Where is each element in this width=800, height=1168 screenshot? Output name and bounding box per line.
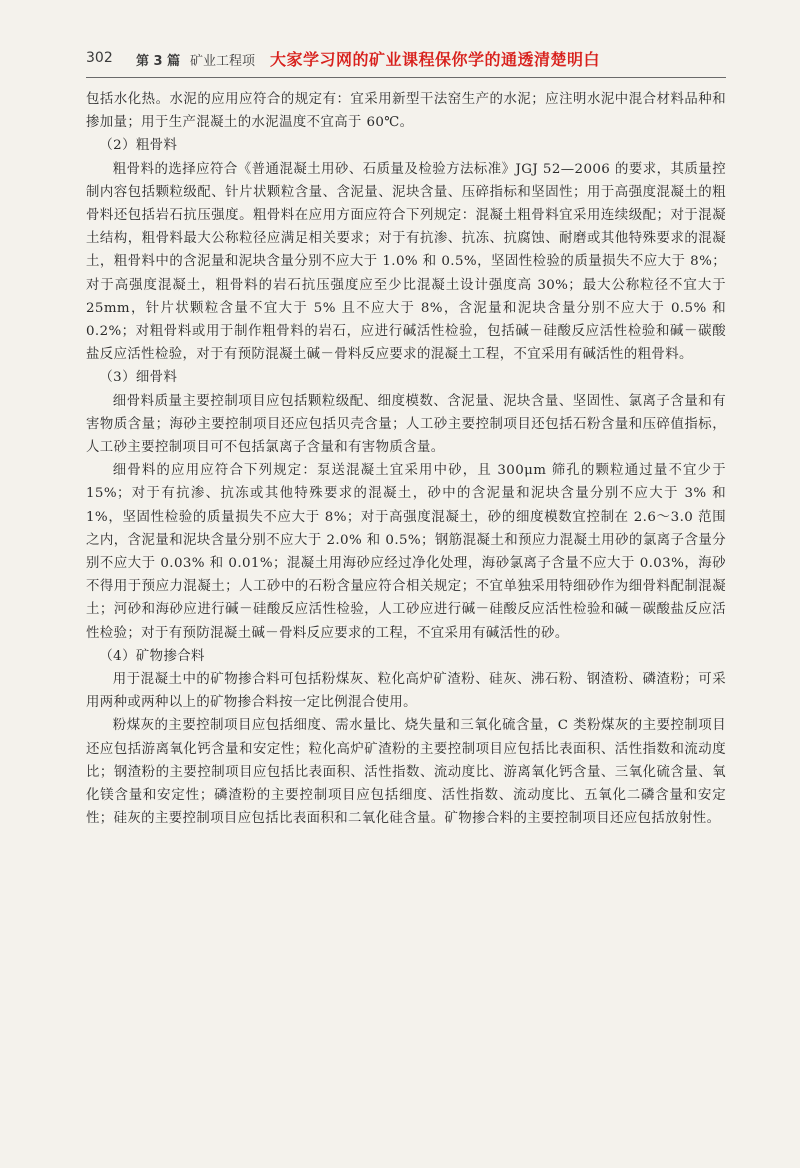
watermark-text: 大家学习网的矿业课程保你学的通透清楚明白 [270, 50, 601, 69]
paragraph-coarse-aggregate: 粗骨料的选择应符合《普通混凝土用砂、石质量及检验方法标准》JGJ 52—2006 的要求，其质量控制内容包括颗粒级配、针片状颗粒含量、含泥量、泥块含量、压碎指标和坚固性；用于高强度混凝土的粗骨料还包括岩石抗压强度。粗骨料在应用方面应符合下列规定：混凝土粗骨料宜采用连续级配；对于混凝土结构，粗骨料最大公称粒径应满足相关要求；对于有抗渗、抗冻、抗腐蚀、耐磨或其他特殊要求的混凝土，粗骨料中的含泥量和泥块含量分别不应大于 1.0% 和 0.5%，坚固性检验的质量损失不应大于 8%；对于高强度混凝土，粗骨料的岩石抗压强度应至少比混凝土设计强度高 30%；最大公称粒径不宜大于 25mm，针片状颗粒含量不宜大于 5% 且不应大于 8%，含泥量和泥块含量分别不应大于 0.5% 和 0.2%；对粗骨料或用于制作粗骨料的岩石，应进行碱活性检验，包括碱－硅酸反应活性检验和碱－碳酸盐反应活性检验，对于有预防混凝土碱－骨料反应要求的混凝土工程，不宜采用有碱活性的粗骨料。 [86, 161, 726, 363]
paragraph-fine-aggregate-application: 细骨料的应用应符合下列规定：泵送混凝土宜采用中砂，且 300μm 筛孔的颗粒通过量不宜少于 15%；对于有抗渗、抗冻或其他特殊要求的混凝土，砂中的含泥量和泥块含量分别不应大于 3% 和 1%，坚固性检验的质量损失不应大于 8%；对于高强度混凝土，砂的细度模数宜控制在 2.6～3.0 范围之内，含泥量和泥块含量分别不应大于 2.0% 和 0.5%；钢筋混凝土和预应力混凝土用砂的氯离子含量分别不应大于 0.03% 和 0.01%；混凝土用海砂应经过净化处理，海砂氯离子含量不应大于 0.03%，海砂不得用于预应力混凝土；人工砂中的石粉含量应符合相关规定；不宜单独采用特细砂作为细骨料配制混凝土；河砂和海砂应进行碱－硅酸反应活性检验，人工砂应进行碱－硅酸反应活性检验和碱－碳酸盐反应活性检验；对于有预防混凝土碱－骨料反应要求的工程，不宜采用有碱活性的砂。 [86, 463, 726, 641]
paragraph-cement-end: 包括水化热。水泥的应用应符合的规定有：宜采用新型干法窑生产的水泥；应注明水泥中混合材料品种和掺加量；用于生产混凝土的水泥温度不宜高于 60℃。 [86, 92, 726, 131]
header-divider [86, 77, 726, 78]
section-heading-mineral-admixture: （4）矿物掺合料 [99, 648, 205, 664]
chapter-title: 矿业工程项 [190, 54, 256, 69]
paragraph-fine-aggregate-quality: 细骨料质量主要控制项目应包括颗粒级配、细度模数、含泥量、泥块含量、坚固性、氯离子含量和有害物质含量；海砂主要控制项目还应包括贝壳含量；人工砂主要控制项目还包括石粉含量和压碎值指标，人工砂主要控制项目可不包括氯离子含量和有害物质含量。 [86, 393, 726, 456]
chapter-label: 第 3 篇 [136, 54, 181, 69]
running-header [86, 50, 726, 74]
page-number: 302 [86, 50, 113, 66]
paragraph-mineral-admixture-control: 粉煤灰的主要控制项目应包括细度、需水量比、烧失量和三氧化硫含量，C 类粉煤灰的主要控制项目还应包括游离氧化钙含量和安定性；粒化高炉矿渣粉的主要控制项目应包括比表面积、活性指数和流动度比；钢渣粉的主要控制项目应包括比表面积、活性指数、流动度比、游离氧化钙含量、三氧化硫含量、氧化镁含量和安定性；磷渣粉的主要控制项目应包括细度、活性指数、流动度比、五氧化二磷含量和安定性；硅灰的主要控制项目应包括比表面积和二氧化硅含量。矿物掺合料的主要控制项目还应包括放射性。 [86, 718, 726, 827]
body-text [86, 88, 726, 831]
section-heading-fine-aggregate: （3）细骨料 [99, 370, 178, 386]
section-heading-coarse-aggregate: （2）粗骨料 [99, 138, 178, 154]
paragraph-mineral-admixture-types: 用于混凝土中的矿物掺合料可包括粉煤灰、粒化高炉矿渣粉、硅灰、沸石粉、钢渣粉、磷渣粉；可采用两种或两种以上的矿物掺合料按一定比例混合使用。 [86, 672, 726, 711]
